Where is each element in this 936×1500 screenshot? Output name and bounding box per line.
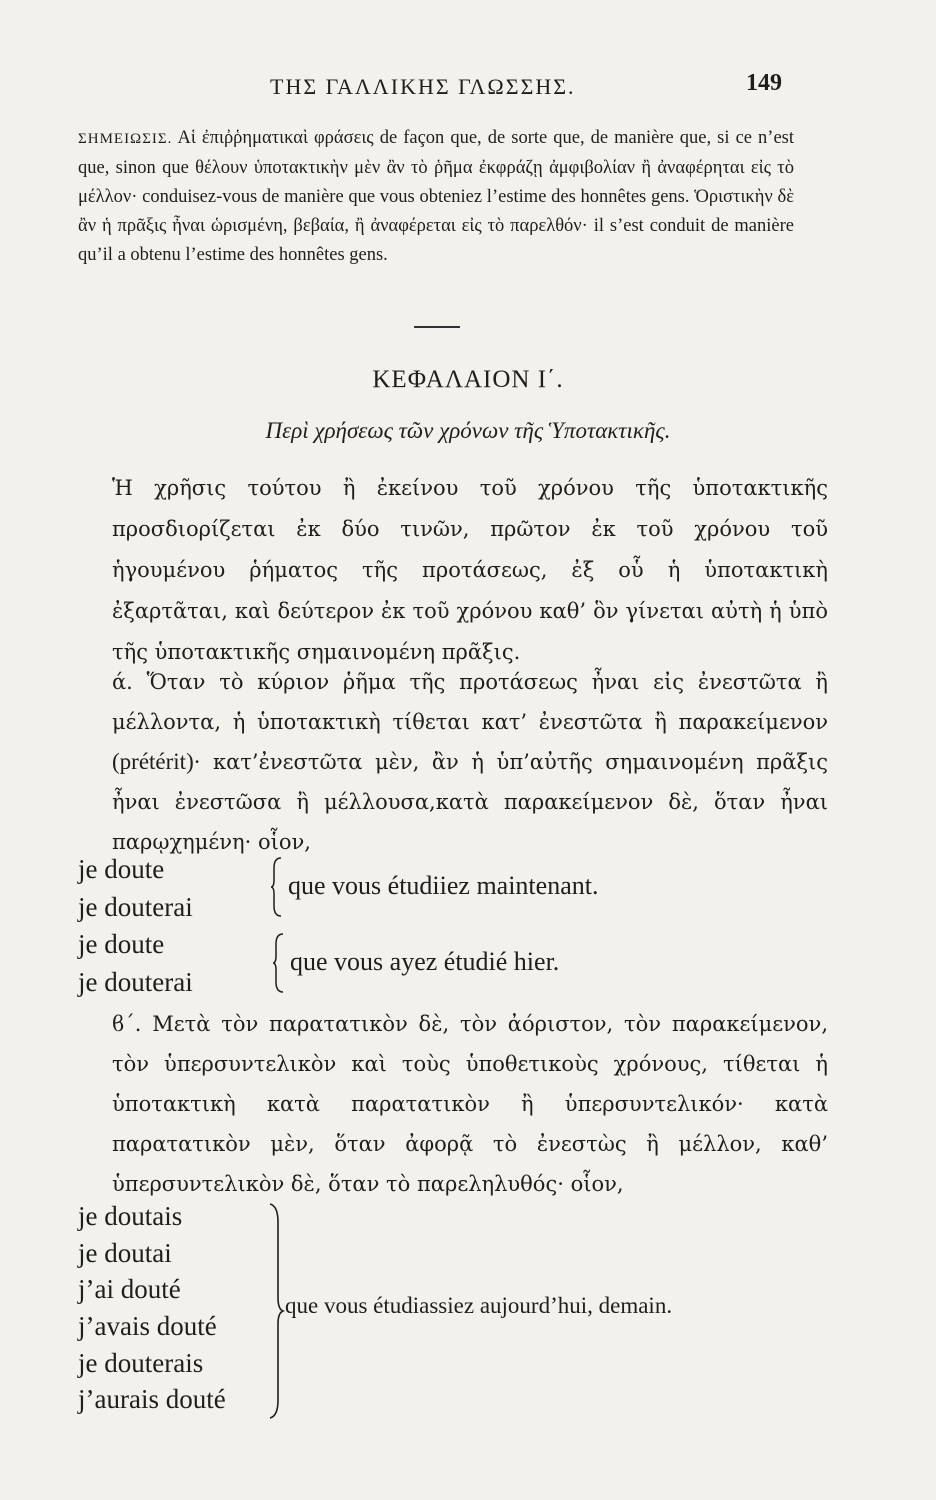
example-3-verbs [78, 1198, 226, 1418]
rule-a-french-term: (prétérit) [112, 749, 194, 774]
page-number: 149 [746, 70, 782, 96]
example-verb: j’avais douté [78, 1311, 217, 1342]
chapter-title: ΚΕΦΑΛΑΙΟΝ Ι΄. [372, 366, 564, 393]
rule-b-text: ϐ΄. Μετὰ τὸν παρατατικὸν δὲ, τὸν ἀόριστον, τὸν παρακείμενον, τὸν ὑπερσυντελικὸν καὶ τοὺς ὑποθετικοὺς χρόνους, τίθεται ἡ ὑποτακτικὴ κατὰ παρατατικὸν ἢ ὑπερσυντελικόν· κατὰ παρατατικὸν μὲν, ὅταν ἀφορᾷ τὸ ἐνεστὼς ἢ μέλλον, καθ’ ὑπερσυντελικὸν δὲ, ὅταν τὸ παρεληλυθός· οἷον, [112, 1012, 828, 1196]
chapter-subtitle: Περὶ χρήσεως τῶν χρόνων τῆς Ὑποτακτικῆς. [265, 418, 671, 443]
example-verb: je douterai [78, 967, 193, 997]
running-title: ΤΗΣ ΓΑΛΛΙΚΗΣ ΓΛΩΣΣΗΣ. [270, 74, 576, 99]
example-2-brace [272, 932, 288, 994]
paragraph-rule-a [78, 662, 828, 862]
rule-a-text-end: · κατ’ἐνεστῶτα μὲν, ἂν ἡ ὑπ’αὐτῆς σημαινομένη πρᾶξις ἦναι ἐνεστῶσα ἢ μέλλουσα,κατὰ παρακείμενον δὲ, ὅταν ἦναι παρῳχημένη· οἷον, [112, 750, 828, 854]
paragraph-intro-text: Ἡ χρῆσις τούτου ἢ ἐκείνου τοῦ χρόνου τῆς ὑποτακτικῆς προσδιορίζεται ἐκ δύο τινῶν, πρῶτον ἐκ τοῦ χρόνου τοῦ ἡγουμένου ῥήματος τῆς προτάσεως, ἐξ οὗ ἡ ὑποτακτικὴ ἐξαρτᾶται, καὶ δεύτερον ἐκ τοῦ χρόνου καθ’ ὃν γίνεται αὐτὴ ἡ ὑπὸ τῆς ὑποτακτικῆς σημαινομένη πρᾶξις. [112, 476, 828, 664]
example-verb: je doute [78, 929, 165, 959]
note-text: Αἱ ἐπιῤῥηματικαὶ φράσεις de façon que, de sorte que, de manière que, si ce n’est que, sinon que θέλουν ὑποτακτικὴν μὲν ἂν τὸ ῥῆμα ἐκφράζῃ ἀμφιβολίαν ἢ ἀναφέρηται εἰς τὸ μέλλον· conduisez-vous de manière que vous obteniez l’estime des honnêtes gens. Ὁριστικὴν δὲ ἂν ἡ πρᾶξις ἦναι ὡρισμένη, βεβαία, ἢ ἀναφέρεται εἰς τὸ παρελθόν· il s’est conduit de manière qu’il a obtenu l’estime des honnêtes gens. [78, 128, 795, 265]
example-3-brace [266, 1202, 286, 1420]
example-1-brace [270, 856, 286, 918]
example-verb: je douterais [78, 1347, 204, 1378]
example-verb: je doute [78, 854, 165, 884]
paragraph-intro [78, 468, 828, 673]
note-label: ΣΗΜΕΙΩΣΙΣ. [78, 131, 173, 147]
example-verb: je doutais [78, 1201, 183, 1231]
example-1-clause: que vous étudiiez maintenant. [288, 871, 599, 900]
example-verb: je doutai [78, 1237, 172, 1268]
paragraph-rule-b [78, 1004, 828, 1204]
example-1-verbs [78, 850, 193, 926]
rule-a-text-start: ά. Ὅταν τὸ κύριον ῥῆμα τῆς προτάσεως ἦναι εἰς ἐνεστῶτα ἢ μέλλοντα, ἡ ὑποτακτικὴ τίθεται κατ’ ἐνεστῶτα ἢ παρακείμενον [112, 670, 828, 734]
page-header [0, 70, 936, 110]
example-verb: j’ai douté [78, 1274, 181, 1305]
example-2-clause: que vous ayez étudié hier. [290, 947, 560, 976]
example-verb: j’aurais douté [78, 1384, 226, 1415]
example-verb: je douterai [78, 892, 193, 922]
example-3-clause: que vous étudiassiez aujourd’hui, demain. [285, 1293, 673, 1318]
section-divider [414, 326, 460, 328]
note-paragraph [78, 124, 794, 270]
example-2-verbs [78, 925, 193, 1001]
